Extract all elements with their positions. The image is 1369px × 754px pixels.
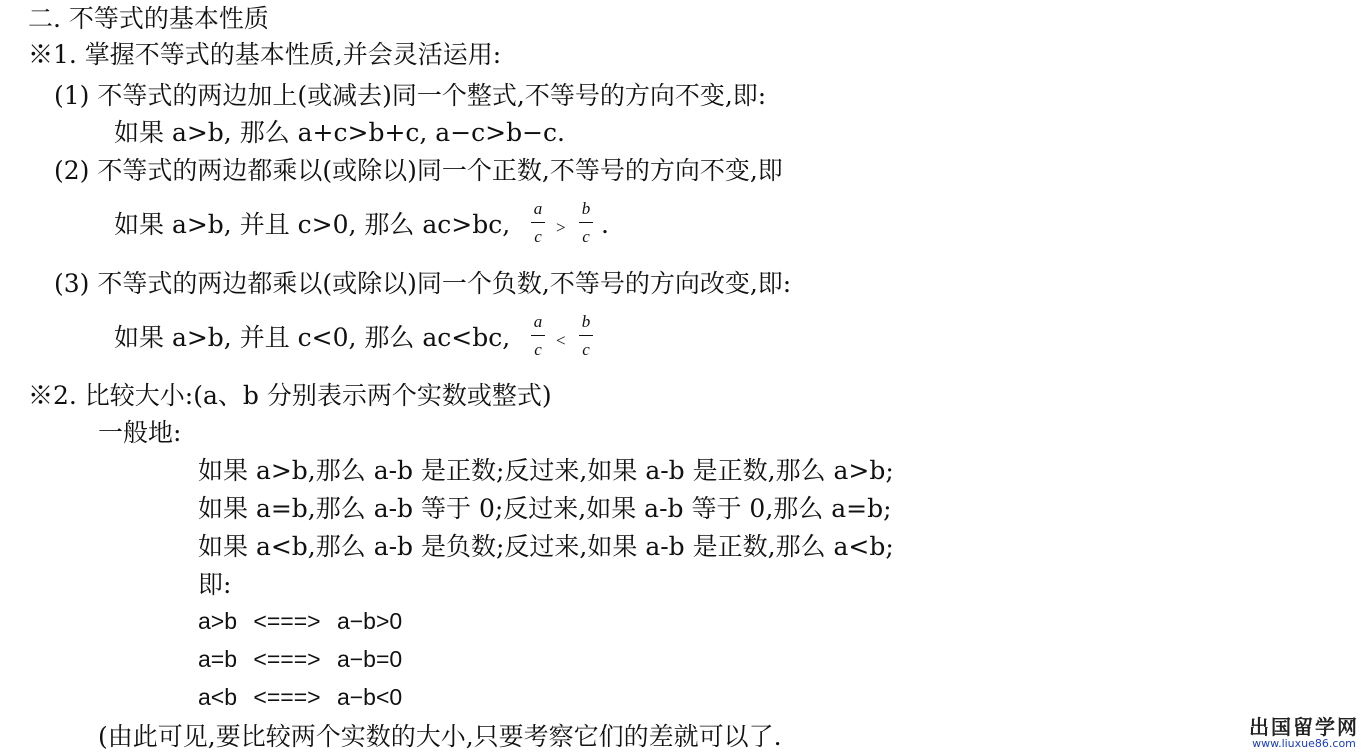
fraction-denominator: c bbox=[534, 227, 542, 246]
property-2-example: 如果 a>b, 并且 c>0, 那么 ac>bc, bbox=[114, 210, 511, 239]
fraction-numerator: a bbox=[533, 312, 543, 331]
property-3-fraction-right bbox=[579, 313, 593, 358]
fraction-denominator: c bbox=[582, 227, 590, 246]
section-heading: 二. 不等式的基本性质 bbox=[28, 4, 269, 33]
property-2-statement: (2) 不等式的两边都乘以(或除以)同一个正数,不等号的方向不变,即 bbox=[54, 156, 783, 185]
item1-heading: ※1. 掌握不等式的基本性质,并会灵活运用: bbox=[28, 40, 502, 69]
fraction-bar bbox=[579, 222, 593, 223]
property-3-fraction-left bbox=[531, 313, 545, 358]
fraction-numerator: a bbox=[533, 199, 543, 218]
rule-line: 如果 a=b,那么 a-b 等于 0;反过来,如果 a-b 等于 0,那么 a=b; bbox=[198, 494, 892, 523]
watermark-url: www.liuxue86.com bbox=[1252, 736, 1356, 750]
fraction-denominator: c bbox=[534, 340, 542, 359]
rule-line: 如果 a>b,那么 a-b 是正数;反过来,如果 a-b 是正数,那么 a>b; bbox=[198, 456, 894, 485]
property-2-fraction-right bbox=[579, 200, 593, 245]
fraction-numerator: b bbox=[581, 312, 591, 331]
fraction-bar bbox=[579, 335, 593, 336]
general-label: 一般地: bbox=[98, 418, 182, 447]
site-watermark bbox=[1249, 714, 1359, 750]
item2-heading: ※2. 比较大小:(a、b 分别表示两个实数或整式) bbox=[28, 381, 552, 410]
fraction-bar bbox=[531, 335, 545, 336]
equivalence-line: a<b <===> a−b<0 bbox=[198, 684, 403, 710]
fraction-bar bbox=[531, 222, 545, 223]
equivalence-line: a>b <===> a−b>0 bbox=[198, 608, 403, 634]
ie-label: 即: bbox=[198, 570, 232, 599]
property-3-example: 如果 a>b, 并且 c<0, 那么 ac<bc, bbox=[114, 323, 511, 352]
fraction-numerator: b bbox=[581, 199, 591, 218]
property-2-operator: > bbox=[556, 218, 566, 237]
property-3-statement: (3) 不等式的两边都乘以(或除以)同一个负数,不等号的方向改变,即: bbox=[54, 269, 792, 298]
property-2-fraction-left bbox=[531, 200, 545, 245]
equivalence-line: a=b <===> a−b=0 bbox=[198, 646, 403, 672]
property-2-period: . bbox=[601, 210, 609, 239]
property-3-operator: < bbox=[556, 331, 566, 350]
property-1-statement: (1) 不等式的两边加上(或减去)同一个整式,不等号的方向不变,即: bbox=[54, 81, 767, 110]
rule-line: 如果 a<b,那么 a-b 是负数;反过来,如果 a-b 是正数,那么 a<b; bbox=[198, 532, 894, 561]
watermark-brand: 出国留学网 bbox=[1249, 714, 1359, 739]
conclusion-text: (由此可见,要比较两个实数的大小,只要考察它们的差就可以了. bbox=[98, 722, 782, 751]
property-1-example: 如果 a>b, 那么 a+c>b+c, a−c>b−c. bbox=[114, 118, 565, 147]
fraction-denominator: c bbox=[582, 340, 590, 359]
